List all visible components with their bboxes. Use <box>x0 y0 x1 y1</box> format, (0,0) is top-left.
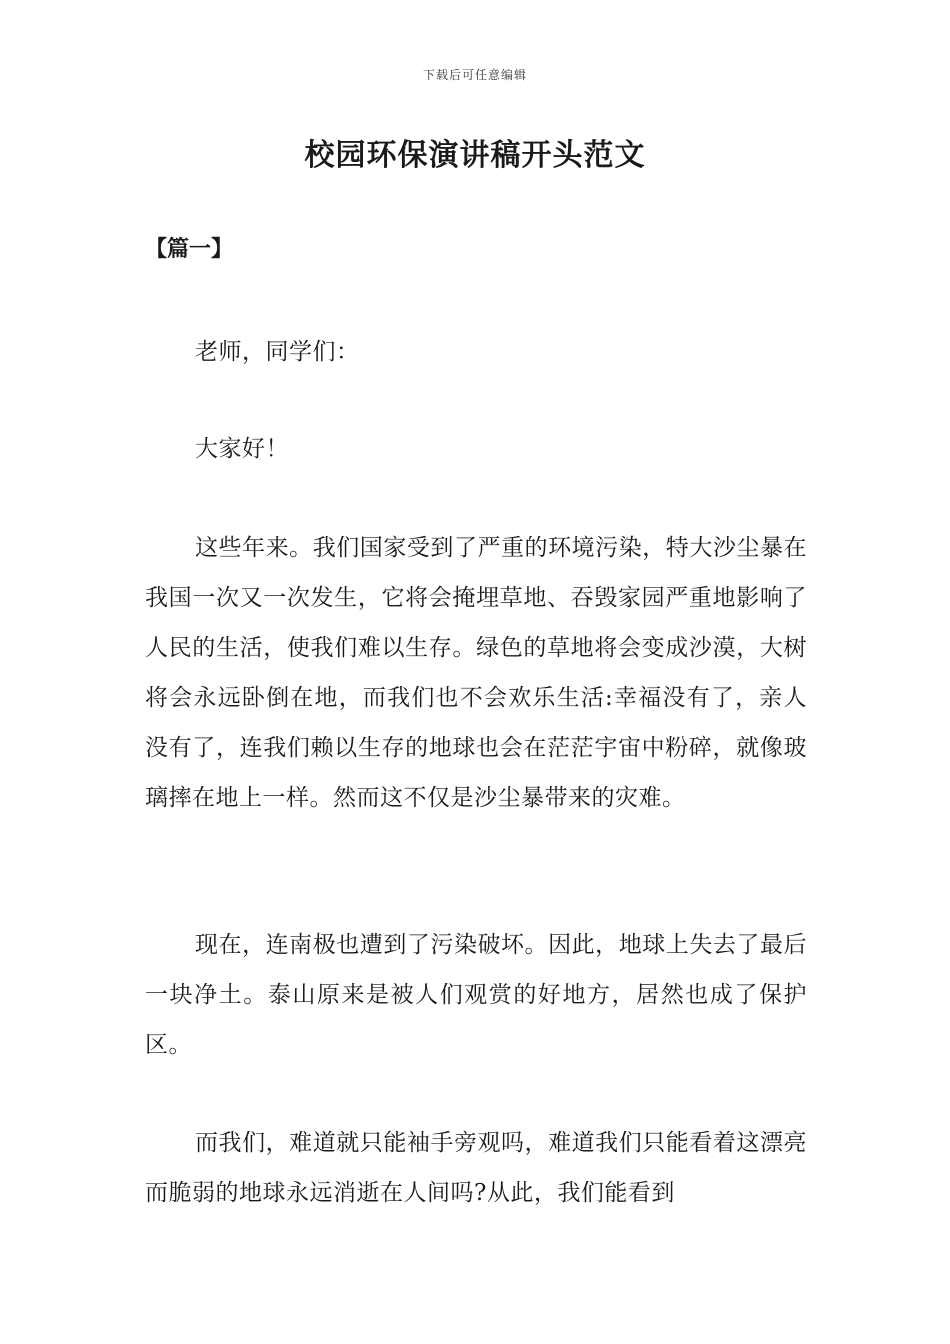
paragraph: 这些年来。我们国家受到了严重的环境污染，特大沙尘暴在我国一次又一次发生，它将会掩埋草地、吞毁家园严重地影响了人民的生活，使我们难以生存。绿色的草地将会变成沙漠，大树将会永远卧倒在地，而我们也不会欢乐生活:幸福没有了，亲人没有了，连我们赖以生存的地球也会在茫茫宇宙中粉碎，就像玻璃摔在地上一样。然而这不仅是沙尘暴带来的灾难。 <box>145 535 807 811</box>
section-label: 【篇一】 <box>145 236 234 262</box>
greeting-line: 老师，同学们： <box>195 339 360 365</box>
header-note: 下载后可任意编辑 <box>422 68 527 82</box>
paragraph: 现在，连南极也遭到了污染破坏。因此，地球上失去了最后一块净土。泰山原来是被人们观赏的好地方，居然也成了保护区。 <box>145 932 807 1058</box>
paragraph: 而我们，难道就只能袖手旁观吗，难道我们只能看着这漂亮而脆弱的地球永远消逝在人间吗?从此，我们能看到 <box>145 1130 807 1206</box>
document-title: 校园环保演讲稿开头范文 <box>304 138 646 173</box>
greeting-hello: 大家好！ <box>195 436 289 462</box>
